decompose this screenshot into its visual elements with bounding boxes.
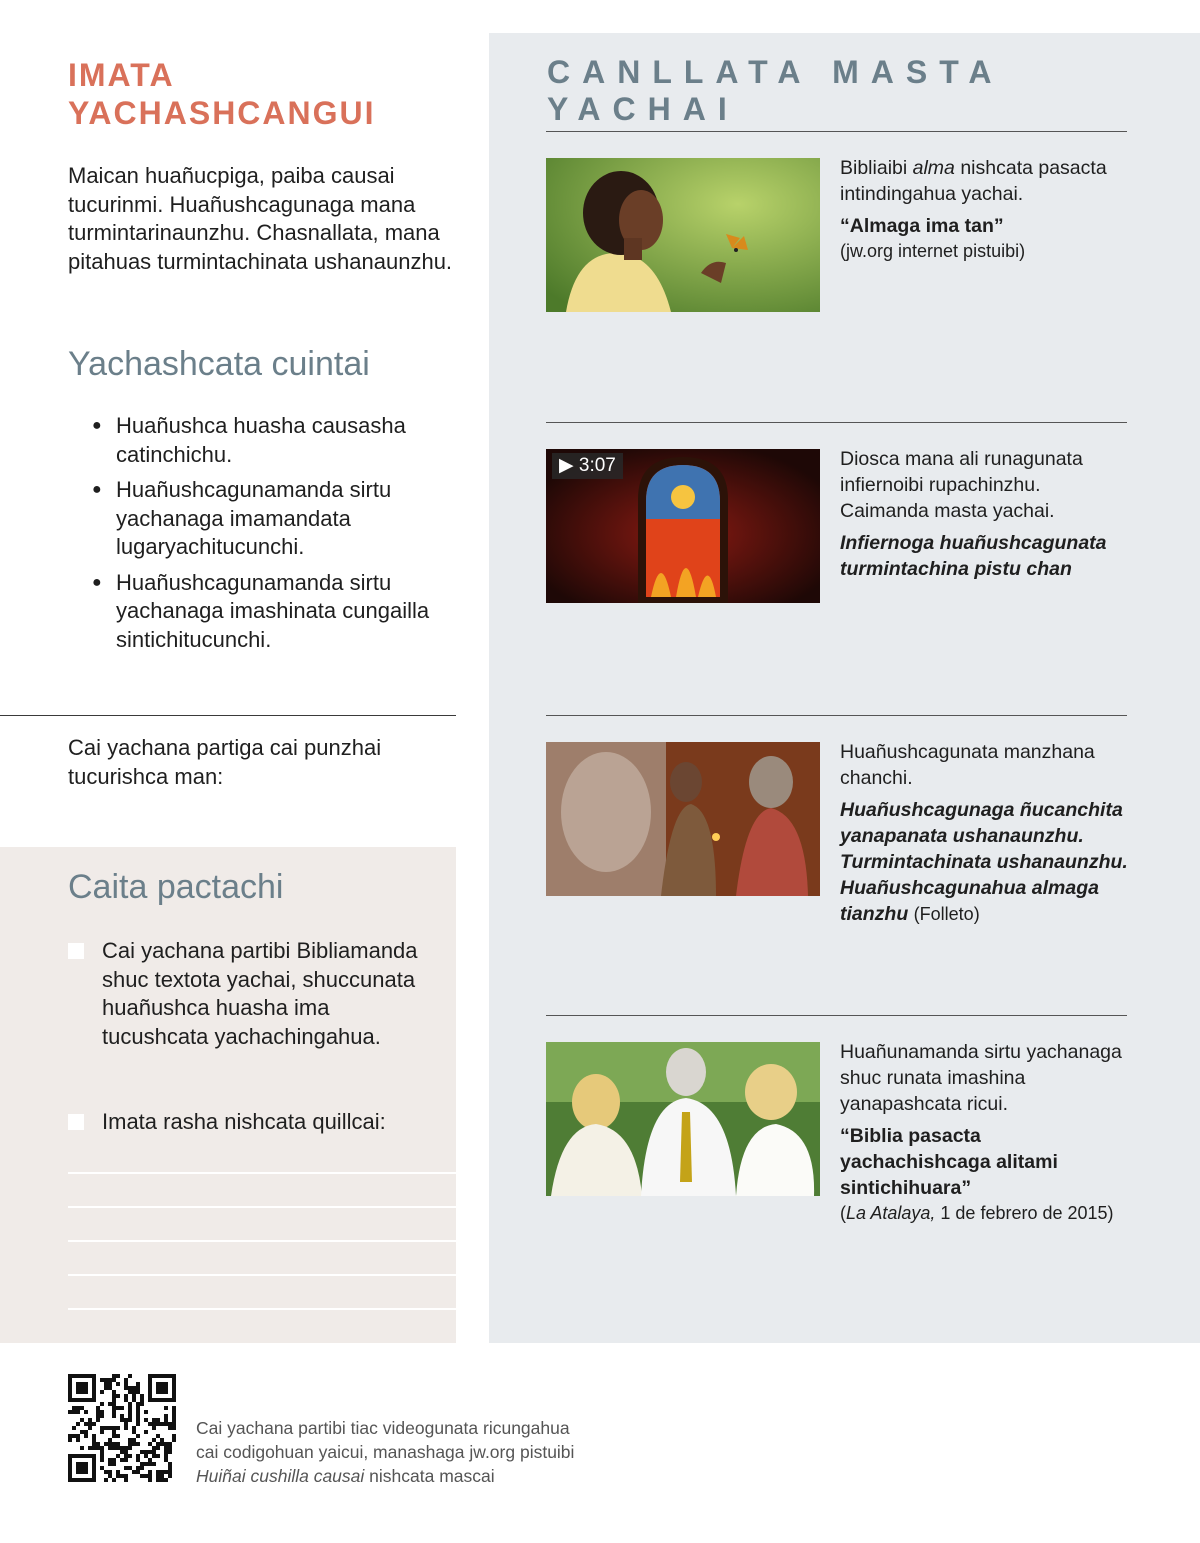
cave-spirit-image[interactable] [546, 742, 820, 896]
review-title-line2: YACHASHCANGUI [68, 95, 376, 131]
resource-description: Huañushcagunata manzhana chanchi. [840, 741, 1095, 789]
writing-line[interactable] [68, 1172, 456, 1174]
resource-text [840, 155, 1130, 263]
play-icon: ▶ [559, 455, 579, 476]
summary-list [92, 412, 452, 661]
review-intro: Maican huañucpiga, paiba causai tucurinmi. Huañushcagunaga mana turmintarinaunzhu. Chasnallata, mana pitahuas turmintachinata ushanaunzhu. [68, 163, 453, 274]
resource-title[interactable]: “Almaga ima tan” [840, 215, 1004, 237]
bullet-icon: ● [92, 417, 102, 434]
writing-line[interactable] [68, 1240, 456, 1242]
review-title-line1: IMATA [68, 57, 175, 93]
stained-glass-video-thumbnail[interactable] [546, 449, 820, 603]
review-title [68, 56, 468, 132]
task-text: Imata rasha nishcata quillcai: [102, 1109, 386, 1134]
resource-source: (jw.org internet pistuibi) [840, 241, 1026, 261]
resource-title[interactable]: Infiernoga huañushcagunata turmintachina pistu chan [840, 532, 1107, 580]
resources-heading: CANLLATA MASTA YACHAI [547, 54, 1003, 127]
task-panel [0, 847, 456, 1343]
task-item [68, 1108, 438, 1137]
task-item [68, 937, 438, 1051]
resource-description: Huañunamanda sirtu yachanaga shuc runata imashina yanapashcata ricui. [840, 1041, 1122, 1115]
bullet-icon: ● [92, 573, 102, 591]
writing-line[interactable] [68, 1274, 456, 1276]
resource-description: Bibliaibi alma nishcata pasacta intindingahua yachai. [840, 157, 1107, 205]
girl-butterfly-image[interactable] [546, 158, 820, 312]
resource-title[interactable]: Huañushcagunaga ñucanchita yanapanata ushanaunzhu. Turmintachinata ushanaunzhu. Huañushcagunahua almaga tianzhu (Folleto) [840, 799, 1128, 925]
resource-source: (La Atalaya, 1 de febrero de 2015) [840, 1203, 1114, 1223]
writing-line[interactable] [68, 1308, 456, 1310]
resource-text [840, 1039, 1130, 1225]
qr-code[interactable] [68, 1374, 176, 1482]
divider [546, 715, 1127, 716]
divider [546, 1015, 1127, 1016]
question-text: Cai yachana partiga cai punzhai tucurishca man: [68, 735, 382, 789]
video-duration-badge: ▶ 3:07 [552, 453, 623, 479]
divider [0, 715, 456, 716]
task-heading: Caita pactachi [68, 868, 284, 906]
checkbox[interactable] [68, 943, 84, 959]
resource-title[interactable]: “Biblia pasacta yachachishcaga alitami sintichihuara” [840, 1125, 1058, 1199]
list-item: ● Huañushca huasha causasha catinchichu. [92, 413, 406, 467]
divider [546, 131, 1127, 132]
summary-heading: Yachashcata cuintai [68, 345, 370, 383]
task-text: Cai yachana partibi Bibliamanda shuc textota yachai, shuccunata huañushca huasha ima tucushcata yachachingahua. [102, 938, 418, 1049]
resource-description: Diosca mana ali runagunata infiernoibi rupachinzhu. Caimanda masta yachai. [840, 448, 1083, 522]
list-item: ● Huañushcagunamanda sirtu yachanaga imamandata lugaryachitucunchi. [92, 477, 392, 559]
checkbox[interactable] [68, 1114, 84, 1130]
resource-text [840, 739, 1130, 927]
divider [546, 422, 1127, 423]
people-talking-image[interactable] [546, 1042, 820, 1196]
writing-line[interactable] [68, 1206, 456, 1208]
list-item: ● Huañushcagunamanda sirtu yachanaga imashinata cungailla sintichitucunchi. [92, 569, 430, 652]
resource-text [840, 446, 1130, 582]
footer-note: Cai yachana partibi tiac videogunata ricungahua cai codigohuan yaicui, manashaga jw.org pistuibi Huiñai cushilla causai nishcata mascai [196, 1418, 575, 1486]
bullet-icon: ● [92, 481, 102, 498]
